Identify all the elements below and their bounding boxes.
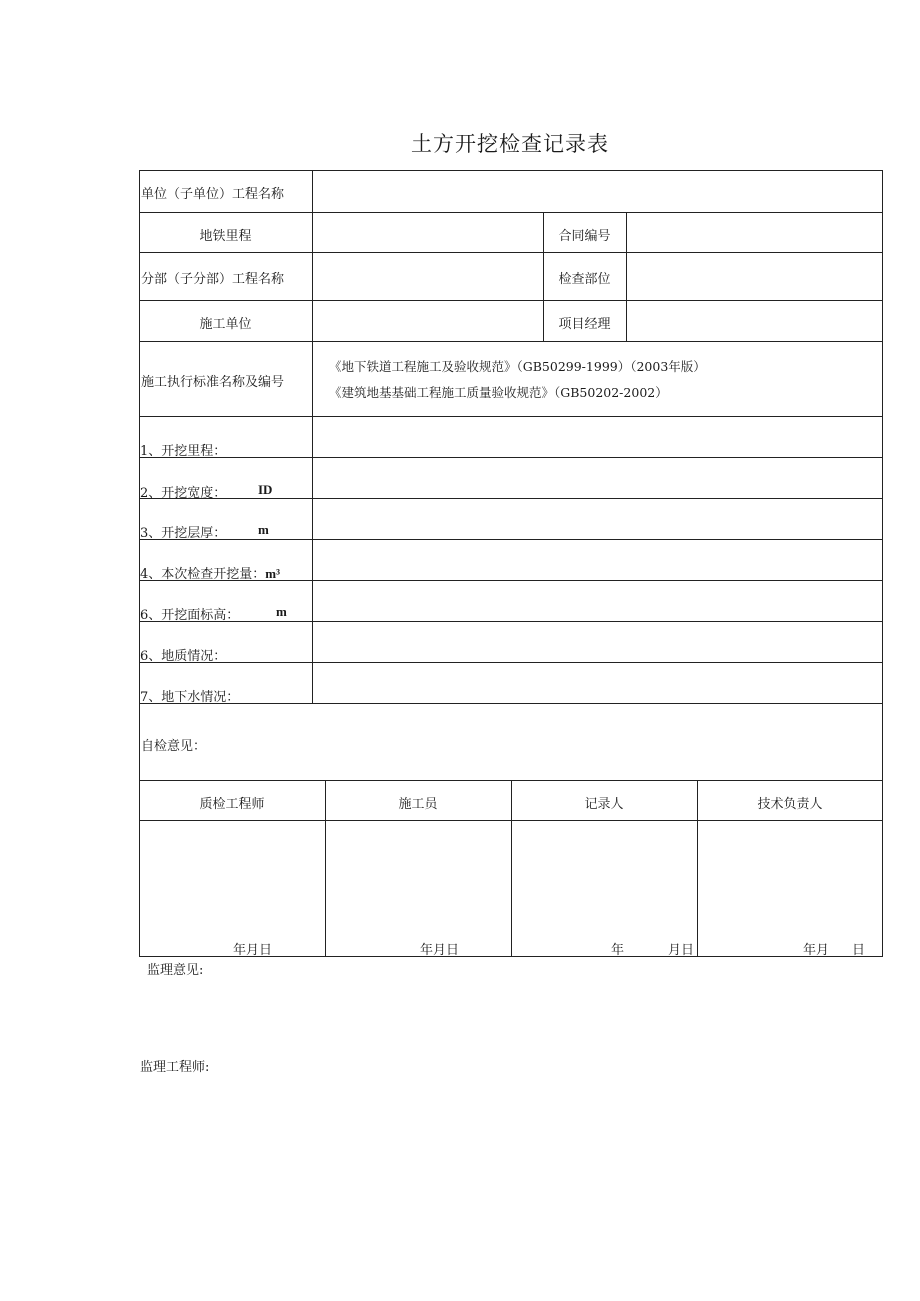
self-check-label: 自检意见： <box>141 739 207 754</box>
inspection-part-label: 检查部位 <box>558 272 611 287</box>
date-recorder-year: 年 <box>611 943 625 958</box>
project-manager-label: 项目经理 <box>558 317 611 332</box>
signature-area-quality-engineer[interactable] <box>140 821 325 956</box>
item-excavation-width: 2、开挖宽度： ID <box>140 482 273 501</box>
metro-mileage-label: 地铁里程 <box>199 229 252 244</box>
item-face-elevation: 6、开挖面标高： m <box>140 604 287 623</box>
unit-width: ID <box>258 482 273 497</box>
signer-quality-engineer: 质检工程师 <box>199 797 265 812</box>
project-name-label: 单位（子单位）工程名称 <box>141 187 285 202</box>
inspection-form-table <box>139 170 883 956</box>
date-technical-lead-year-month: 年月 <box>803 943 830 958</box>
item-geology: 6、地质情况： <box>140 649 227 664</box>
contract-no-label: 合同编号 <box>558 229 611 244</box>
item-excavation-mileage: 1、开挖里程： <box>140 444 227 459</box>
contractor-label: 施工单位 <box>199 317 252 332</box>
date-construction-worker: 年月日 <box>420 943 460 958</box>
standard-line-1: 《地下铁道工程施工及验收规范》（GB50299-1999）（2003年版） <box>329 359 706 374</box>
signer-technical-lead: 技术负责人 <box>757 797 823 812</box>
unit-elevation: m <box>276 604 287 619</box>
unit-thickness: m <box>258 522 269 537</box>
date-quality-engineer: 年月日 <box>233 943 273 958</box>
unit-volume: m³ <box>265 566 281 581</box>
supervision-opinion-label: 监理意见: <box>147 963 204 978</box>
signature-area-construction-worker[interactable] <box>326 821 511 956</box>
item-layer-thickness: 3、开挖层厚： m <box>140 522 269 541</box>
date-recorder-month-day: 月日 <box>668 943 695 958</box>
date-technical-lead-day: 日 <box>852 943 866 958</box>
item-excavation-volume: 4、本次检查开挖量：m³ <box>140 566 281 582</box>
supervision-engineer-label: 监理工程师: <box>140 1060 210 1075</box>
signature-area-recorder[interactable] <box>512 821 697 956</box>
signer-recorder: 记录人 <box>584 797 624 812</box>
standard-label: 施工执行标准名称及编号 <box>141 375 285 390</box>
standard-line-2: 《建筑地基基础工程施工质量验收规范》（GB50202-2002） <box>329 385 668 400</box>
item-groundwater: 7、地下水情况： <box>140 690 240 705</box>
page-title: 土方开挖检查记录表 <box>411 132 609 156</box>
signature-area-technical-lead[interactable] <box>698 821 882 956</box>
sub-project-label: 分部（子分部）工程名称 <box>141 272 285 287</box>
signer-construction-worker: 施工员 <box>398 797 438 812</box>
